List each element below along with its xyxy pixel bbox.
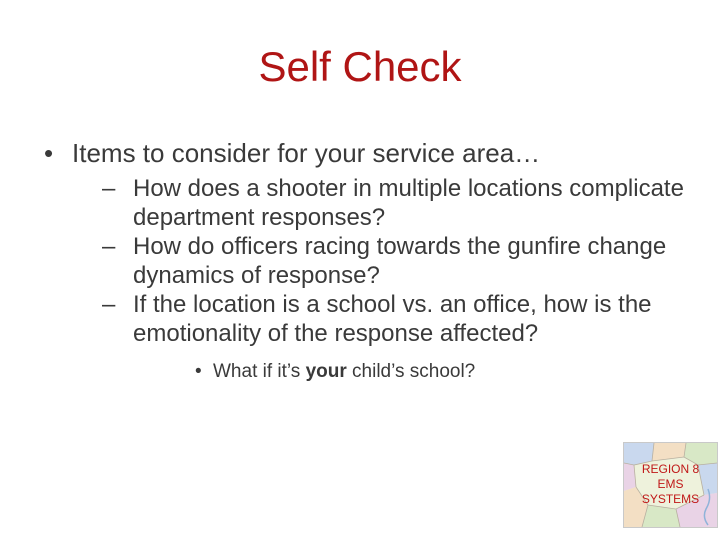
logo-line-3: SYSTEMS <box>641 492 700 506</box>
dash-marker: – <box>102 233 116 260</box>
sub-bullet-item <box>102 232 694 290</box>
sub-sub-bullet-item <box>195 360 694 384</box>
dash-marker: – <box>102 291 116 318</box>
slide-title: Self Check <box>258 43 462 90</box>
sub-sub-bullet-list <box>195 360 694 384</box>
sub-sub-bullet-text-after: child’s school? <box>346 361 476 382</box>
logo-line-2: EMS <box>657 477 684 491</box>
sub-bullet-text: How do officers racing towards the gunfire change dynamics of response? <box>133 233 667 289</box>
sub-sub-bullet-text-before: What if it’s <box>213 361 306 382</box>
bullet-list <box>44 134 694 384</box>
sub-sub-bullet-emphasis: your <box>305 361 347 382</box>
dash-marker: – <box>102 175 116 202</box>
region-8-ems-logo <box>623 442 718 528</box>
logo-text <box>624 462 717 507</box>
logo-line-1: REGION 8 <box>641 462 700 476</box>
sub-bullet-list <box>102 174 694 384</box>
bullet-marker: • <box>195 361 202 382</box>
main-bullet-text: Items to consider for your service area… <box>72 138 541 168</box>
sub-bullet-text: How does a shooter in multiple locations complicate department responses? <box>133 175 684 231</box>
sub-bullet-item <box>102 290 694 384</box>
sub-bullet-item <box>102 174 694 232</box>
main-bullet <box>44 134 694 384</box>
sub-bullet-text: If the location is a school vs. an office, how is the emotionality of the response affected? <box>133 291 652 347</box>
bullet-marker: • <box>44 138 54 168</box>
